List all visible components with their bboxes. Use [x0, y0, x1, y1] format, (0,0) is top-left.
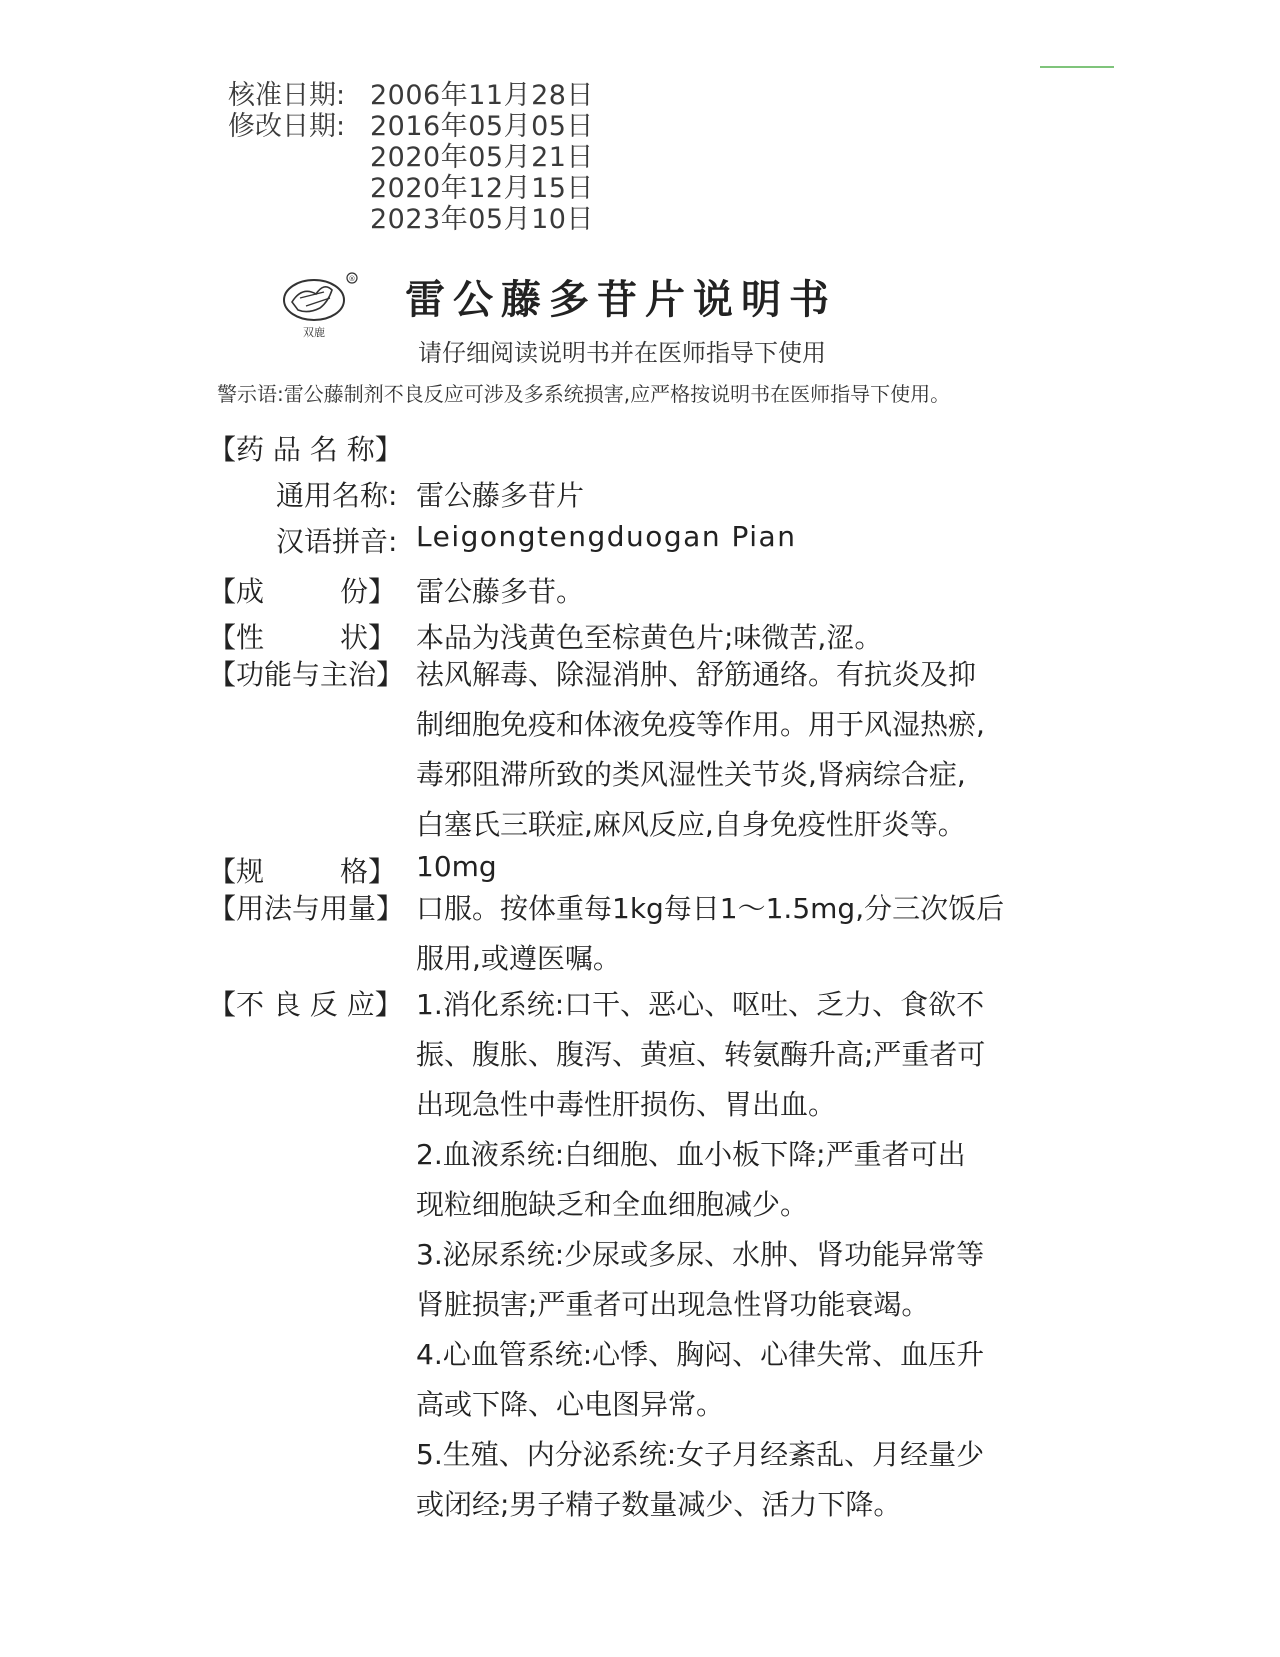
label-right: 份】: [339, 575, 396, 608]
revision-date-row: [228, 111, 594, 142]
label-right: 状】: [339, 621, 396, 654]
pinyin-row: [276, 520, 796, 560]
text-line: 服用,或遵医嘱。: [416, 942, 621, 975]
revision-date: 2023年05月10日: [370, 204, 594, 235]
text-line: 现粒细胞缺乏和全血细胞减少。: [416, 1188, 809, 1221]
document-title: 雷公藤多苷片说明书: [405, 277, 837, 323]
date-spacer: [228, 204, 370, 235]
date-spacer: [228, 142, 370, 173]
date-spacer: [228, 173, 370, 204]
specification-value: 10mg: [416, 850, 497, 883]
label-left: 【性: [208, 621, 265, 654]
label-right: 格】: [339, 855, 396, 888]
text-line: 振、腹胀、腹泻、黄疸、转氨酶升高;严重者可: [416, 1038, 986, 1071]
section-dosage: [208, 884, 1068, 984]
warning-text: 警示语:雷公藤制剂不良反应可涉及多系统损害,应严格按说明书在医师指导下使用。: [217, 382, 951, 406]
text-line: 5.生殖、内分泌系统:女子月经紊乱、月经量少: [416, 1438, 985, 1471]
text-line: 出现急性中毒性肝损伤、胃出血。: [416, 1088, 837, 1121]
approval-date-row: [228, 80, 594, 111]
section-label: 【不 良 反 应】: [208, 988, 403, 1021]
section-adverse-reactions: [208, 980, 1068, 1530]
text-line: 或闭经;男子精子数量减少、活力下降。: [416, 1488, 902, 1521]
text-line: 高或下降、心电图异常。: [416, 1388, 725, 1421]
document-subtitle: 请仔细阅读说明书并在医师指导下使用: [418, 339, 826, 367]
section-ingredients: [208, 570, 1068, 610]
text-line: 2.血液系统:白细胞、血小板下降;严重者可出: [416, 1138, 966, 1171]
adverse-text: [416, 980, 1068, 1530]
approval-label: 核准日期:: [228, 80, 346, 111]
generic-name-row: [276, 474, 584, 514]
pinyin-label: 汉语拼音:: [276, 525, 398, 558]
section-label: 【功能与主治】: [208, 658, 405, 691]
revision-date: 2020年12月15日: [370, 173, 594, 204]
decorative-line: [1040, 66, 1114, 68]
revision-date: 2020年05月21日: [370, 142, 594, 173]
text-line: 口服。按体重每1kg每日1～1.5mg,分三次饭后: [416, 892, 1005, 925]
text-line: 1.消化系统:口干、恶心、呕吐、乏力、食欲不: [416, 988, 985, 1021]
label-left: 【规: [208, 855, 265, 888]
section-label: [208, 570, 396, 610]
text-line: 4.心血管系统:心悸、胸闷、心律失常、血压升: [416, 1338, 985, 1371]
registered-mark: ®: [348, 275, 356, 283]
dosage-text: [416, 884, 1068, 984]
section-label: 【用法与用量】: [208, 892, 405, 925]
text-line: 白塞氏三联症,麻风反应,自身免疫性肝炎等。: [416, 808, 966, 841]
text-line: 制细胞免疫和体液免疫等作用。用于风湿热瘀,: [416, 708, 985, 741]
section-label: 【药 品 名 称】: [208, 433, 403, 466]
label-left: 【成: [208, 575, 265, 608]
text-line: 3.泌尿系统:少尿或多尿、水肿、肾功能异常等: [416, 1238, 985, 1271]
pinyin-value: Leigongtengduogan Pian: [416, 520, 797, 553]
indications-text: [416, 650, 1068, 850]
revision-date-row: [228, 142, 594, 173]
section-drug-name: [208, 428, 1068, 468]
approval-dates: [228, 80, 594, 235]
logo-text: 双鹿: [303, 326, 325, 339]
revision-date: 2016年05月05日: [370, 111, 594, 142]
section-label-wrap: [208, 570, 416, 610]
text-line: 肾脏损害;严重者可出现急性肾功能衰竭。: [416, 1288, 930, 1321]
text-line: 毒邪阻滞所致的类风湿性关节炎,肾病综合症,: [416, 758, 966, 791]
revision-date-row: [228, 204, 594, 235]
text-line: 祛风解毒、除湿消肿、舒筋通络。有抗炎及抑: [416, 658, 977, 691]
ingredients-value: 雷公藤多苷。: [416, 575, 585, 608]
generic-name-label: 通用名称:: [276, 479, 398, 512]
generic-name-value: 雷公藤多苷片: [416, 479, 585, 512]
revision-date-row: [228, 173, 594, 204]
appearance-value: 本品为浅黄色至棕黄色片;味微苦,涩。: [416, 621, 883, 654]
section-indications: [208, 650, 1068, 850]
revision-label: 修改日期:: [228, 111, 346, 142]
brand-logo: [280, 272, 370, 342]
approval-date: 2006年11月28日: [370, 80, 594, 111]
